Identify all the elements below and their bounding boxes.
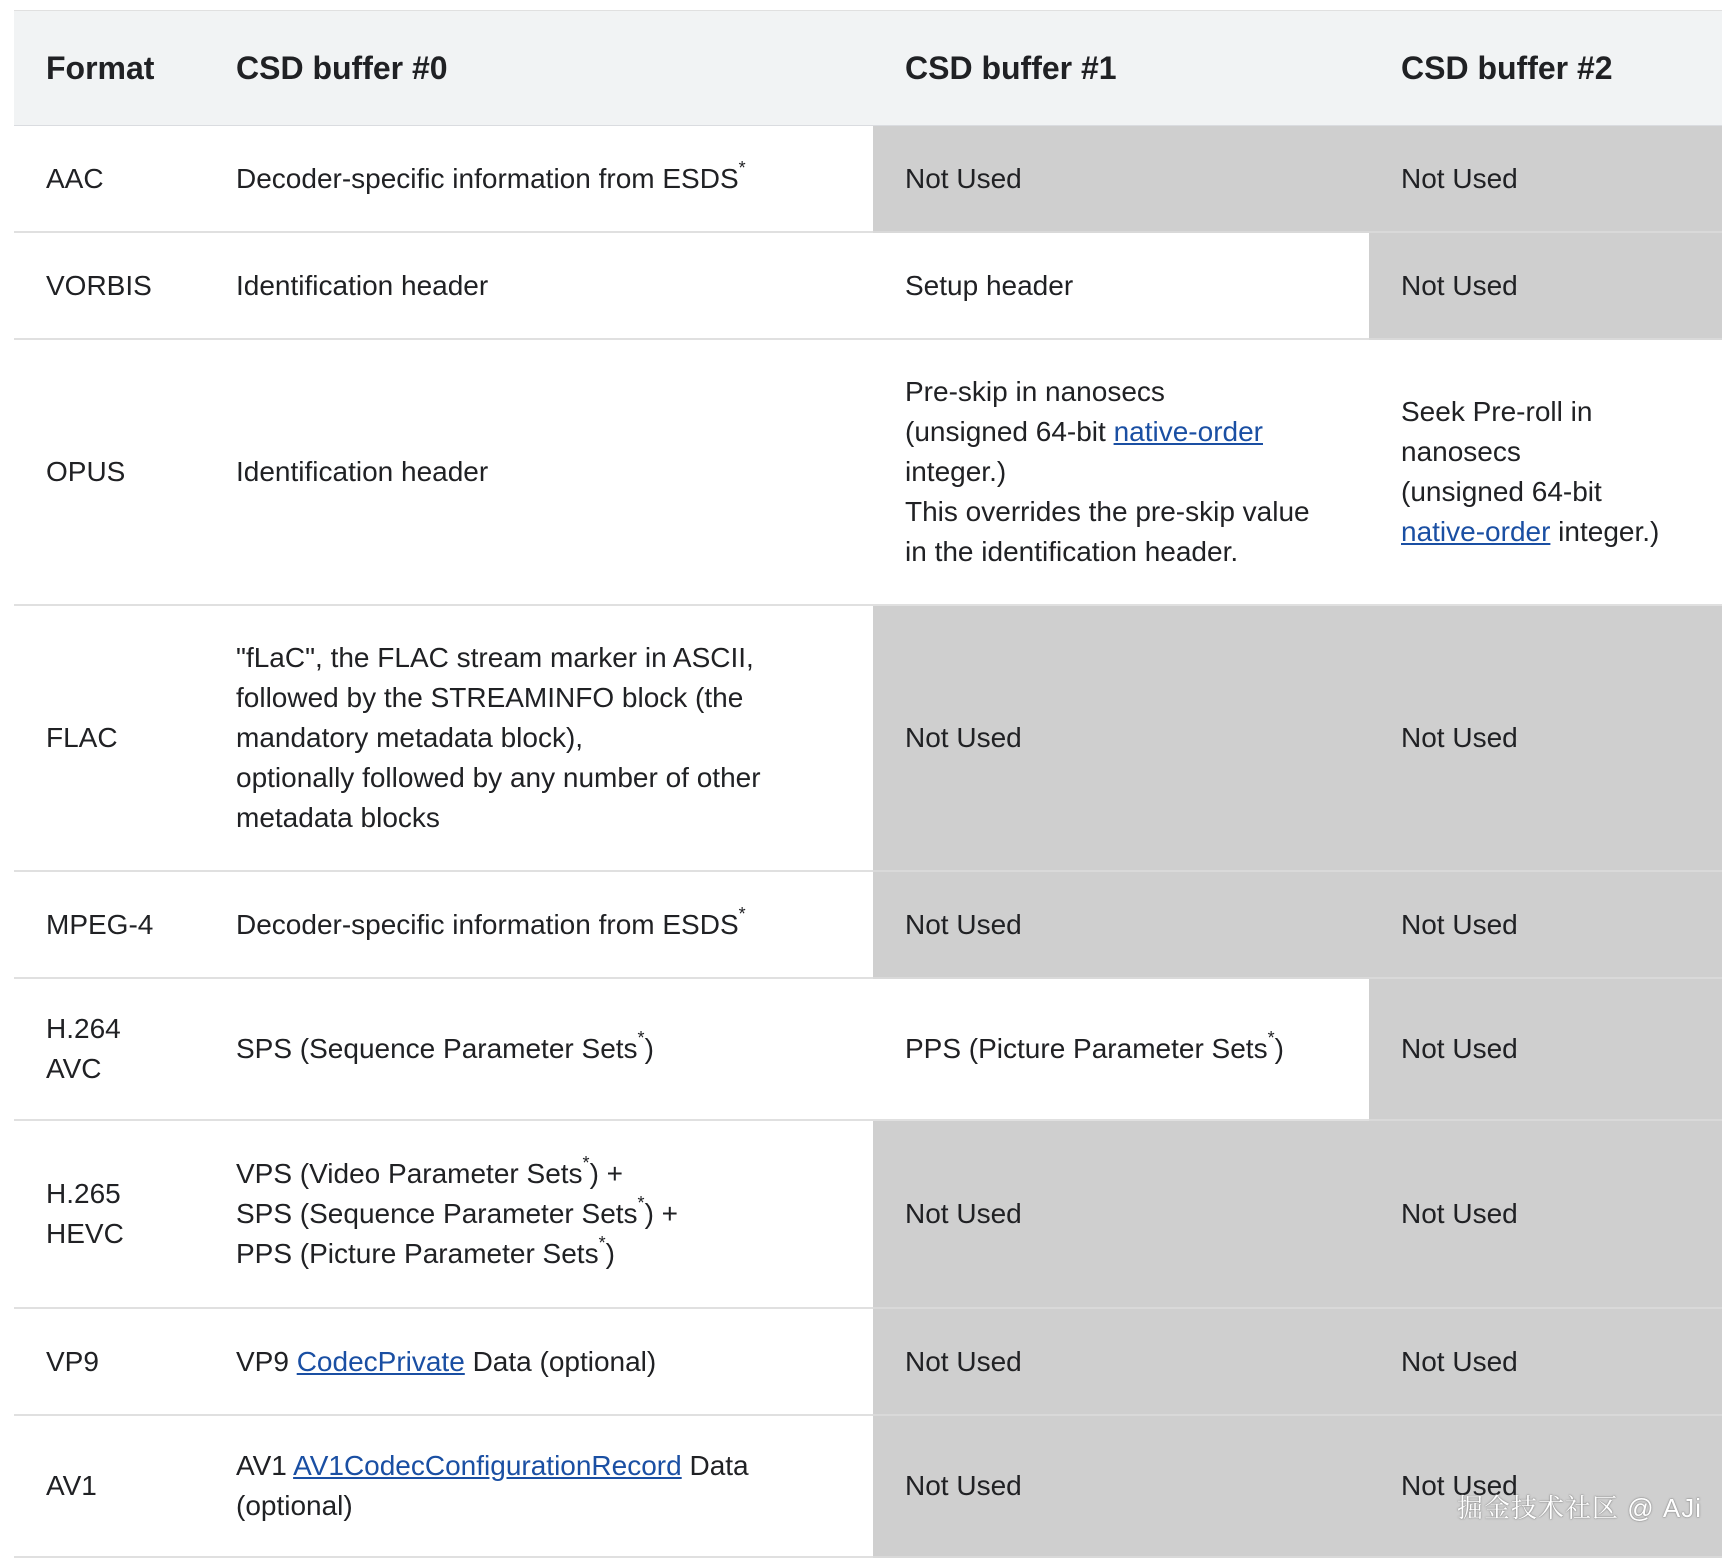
csd1-text: (unsigned 64-bit (905, 416, 1114, 447)
csd2-not-used: Not Used (1369, 1308, 1722, 1415)
table-row-h264 (14, 978, 1722, 1120)
csd2-not-used: Not Used (1369, 1415, 1722, 1557)
csd0-line: "fLaC", the FLAC stream marker in ASCII, (236, 642, 754, 673)
csd0-text: SPS (Sequence Parameter Sets (236, 1033, 638, 1064)
watermark: 掘金技术社区 @ AJi (1457, 1493, 1702, 1523)
header-csd2: CSD buffer #2 (1369, 11, 1722, 126)
csd1-not-used: Not Used (873, 605, 1369, 871)
native-order-link[interactable]: native-order (1113, 416, 1263, 447)
csd0-text: ) (605, 1238, 615, 1269)
asterisk: * (637, 1193, 645, 1213)
csd0-line: optionally followed by any number of other (236, 762, 761, 793)
csd2-not-used: Not Used (1369, 126, 1722, 233)
format-cell: AAC (14, 126, 204, 233)
csd0-text: SPS (Sequence Parameter Sets (236, 1198, 638, 1229)
csd0-line (236, 1194, 853, 1234)
csd0-cell (204, 978, 873, 1120)
csd0-line: followed by the STREAMINFO block (the (236, 682, 744, 713)
table-row-av1 (14, 1415, 1722, 1557)
csd2-text: integer.) (1550, 516, 1660, 547)
csd0-cell: Identification header (204, 232, 873, 339)
csd0-text: Data (681, 1450, 749, 1481)
csd0-cell (204, 605, 873, 871)
format-line: H.265 (46, 1178, 121, 1209)
csd0-text: Data (optional) (464, 1345, 657, 1377)
csd2-line (1401, 512, 1702, 552)
csd0-line (236, 1446, 853, 1486)
asterisk: * (637, 1028, 645, 1048)
csd1-not-used: Not Used (873, 1415, 1369, 1557)
csd2-line: (unsigned 64-bit (1401, 476, 1602, 507)
table-row-flac (14, 605, 1722, 871)
table-row-vorbis (14, 232, 1722, 339)
table-row-vp9 (14, 1308, 1722, 1415)
header-format: Format (14, 11, 204, 126)
csd0-text: ) + (589, 1158, 624, 1189)
csd1-not-used: Not Used (873, 126, 1369, 233)
csd0-text: VPS (Video Parameter Sets (236, 1158, 583, 1189)
csd0-cell (204, 1308, 873, 1415)
header-csd0: CSD buffer #0 (204, 11, 873, 126)
csd0-cell (204, 871, 873, 978)
csd2-line: nanosecs (1401, 436, 1521, 467)
csd1-line: This overrides the pre-skip value (905, 496, 1310, 527)
table-header-row (14, 11, 1722, 126)
csd2-not-used: Not Used (1369, 1120, 1722, 1308)
csd1-not-used: Not Used (873, 871, 1369, 978)
csd2-not-used: Not Used (1369, 978, 1722, 1120)
csd0-text: PPS (Picture Parameter Sets (236, 1238, 599, 1269)
csd0-text: ) (644, 1033, 654, 1064)
format-cell: AV1 (14, 1415, 204, 1557)
format-cell: VORBIS (14, 232, 204, 339)
format-cell (14, 978, 204, 1120)
csd1-line: in the identification header. (905, 536, 1239, 567)
csd1-text: PPS (Picture Parameter Sets (905, 1033, 1268, 1064)
csd1-cell: Setup header (873, 232, 1369, 339)
csd0-cell: Identification header (204, 339, 873, 605)
asterisk: * (738, 157, 746, 178)
format-line: HEVC (46, 1218, 124, 1249)
csd1-not-used: Not Used (873, 1308, 1369, 1415)
csd0-text: Decoder-specific information from ESDS (236, 908, 739, 940)
csd0-line (236, 1154, 853, 1194)
codecprivate-link[interactable]: CodecPrivate (296, 1345, 465, 1377)
csd1-cell (873, 978, 1369, 1120)
csd2-not-used: Not Used (1369, 871, 1722, 978)
csd0-cell (204, 1415, 873, 1557)
native-order-link[interactable]: native-order (1401, 516, 1551, 547)
format-cell: FLAC (14, 605, 204, 871)
csd1-not-used: Not Used (873, 1120, 1369, 1308)
table-row-mpeg4 (14, 871, 1722, 978)
csd0-line: metadata blocks (236, 802, 440, 833)
csd1-line: Pre-skip in nanosecs (905, 376, 1165, 407)
format-cell: OPUS (14, 339, 204, 605)
format-cell: VP9 (14, 1308, 204, 1415)
csd-buffer-table (14, 10, 1722, 1558)
format-line: H.264 (46, 1013, 121, 1044)
table-row-opus (14, 339, 1722, 605)
csd0-text: ) + (644, 1198, 679, 1229)
asterisk: * (598, 1233, 606, 1253)
asterisk: * (582, 1153, 590, 1173)
csd2-cell (1369, 339, 1722, 605)
asterisk: * (1267, 1028, 1275, 1048)
format-cell: MPEG-4 (14, 871, 204, 978)
csd0-cell (204, 126, 873, 233)
format-cell (14, 1120, 204, 1308)
csd0-cell (204, 1120, 873, 1308)
table-row-aac (14, 126, 1722, 233)
csd0-line (236, 1234, 853, 1274)
av1-codec-config-record-link[interactable]: AV1CodecConfigurationRecord (293, 1450, 682, 1481)
csd0-text: Decoder-specific information from ESDS (236, 162, 739, 194)
asterisk: * (738, 903, 746, 924)
csd1-text: ) (1274, 1033, 1284, 1064)
table-row-h265 (14, 1120, 1722, 1308)
csd2-not-used: Not Used (1369, 232, 1722, 339)
csd0-text: VP9 (236, 1345, 297, 1377)
csd2-line: Seek Pre-roll in (1401, 396, 1593, 427)
csd1-line (905, 412, 1349, 452)
csd1-line: integer.) (905, 456, 1007, 487)
csd1-cell (873, 339, 1369, 605)
csd0-text: AV1 (236, 1450, 294, 1481)
csd0-line: mandatory metadata block), (236, 722, 584, 753)
header-csd1: CSD buffer #1 (873, 11, 1369, 126)
format-line: AVC (46, 1053, 102, 1084)
csd0-line: (optional) (236, 1490, 353, 1521)
csd2-not-used: Not Used (1369, 605, 1722, 871)
